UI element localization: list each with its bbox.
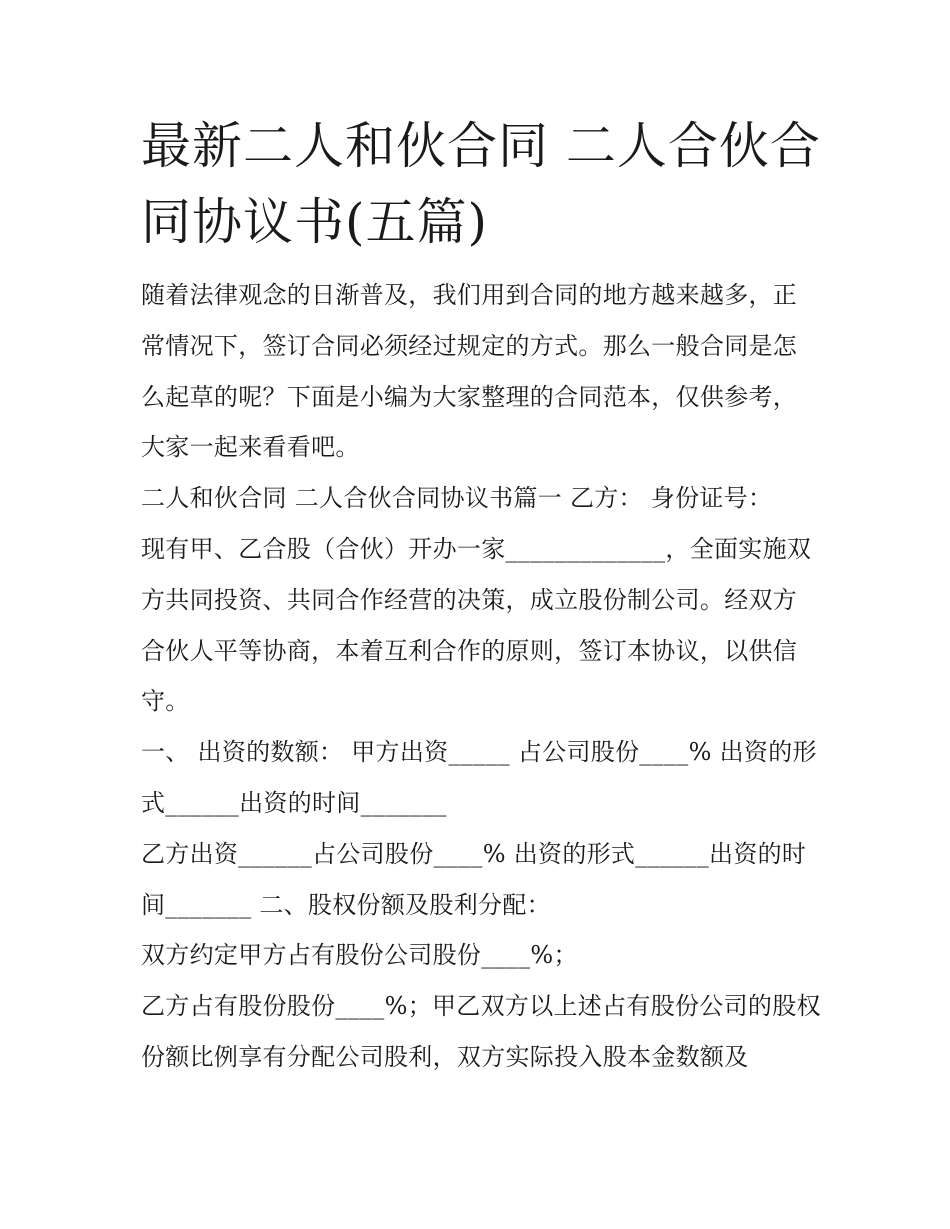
paragraph-intro: 随着法律观念的日渐普及，我们用到合同的地方越来越多，正常情况下，签订合同必须经过规定的方式。那么一般合同是怎么起草的呢？下面是小编为大家整理的合同范本，仅供参考，大家一起来看看吧。 [141,281,798,462]
paragraph-partnership-purpose: 现有甲、乙合股（合伙）开办一家_____________，全面实施双方共同投资、共同合作经营的决策，成立股份制公司。经双方合伙人平等协商，本着互利合作的原则，签订本协议，以供信守。 [141,534,812,716]
paragraph-share-party-a: 双方约定甲方占有股份公司股份____%； [141,941,578,970]
paragraph-section-heading: 二人和伙合同 二人合伙合同协议书篇一 乙方： 身份证号： [141,484,773,513]
paragraph-share-party-b: 乙方占有股份股份____%；甲乙双方以上述占有股份公司的股权份额比例享有分配公司股利，双方实际投入股本金数额及 [141,992,821,1071]
document-title: 最新二人和伙合同 二人合伙合同协议书(五篇) [141,117,821,251]
document-body [141,270,821,1083]
paragraph-capital-party-a: 一、 出资的数额： 甲方出资_____ 占公司股份____% 出资的形式______出资的时间_______ [141,738,817,817]
document-page [141,108,821,1083]
paragraph-capital-party-b: 乙方出资______占公司股份____% 出资的形式______出资的时间_______ 二、股权份额及股利分配： [141,839,807,919]
